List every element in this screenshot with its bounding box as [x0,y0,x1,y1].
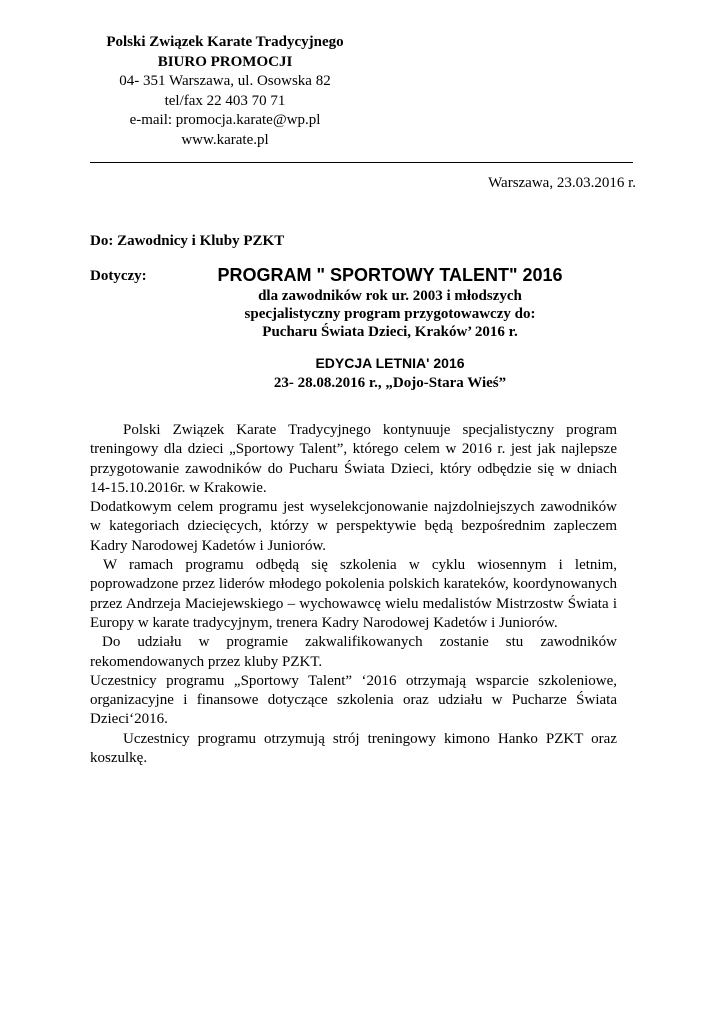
header-divider [90,162,633,163]
paragraph: Do udziału w programie zakwalifikowanych zostanie stu zawodników rekomendowanych przez kluby PZKT. [90,634,617,670]
paragraph: Dodatkowym celem programu jest wyselekcjonowanie najzdolniejszych zawodników w kategoriach dziecięcych, którzy w perspektywie będą bezpośrednim zapleczem Kadry Narodowej Kadetów i Juniorów. [90,499,617,554]
address: 04- 351 Warszawa, ul. Osowska 82 [119,73,331,89]
office-name: BIURO PROMOCJI [157,53,293,70]
paragraph: Uczestnicy programu „Sportowy Talent” ‘2016 otrzymają wsparcie szkoleniowe, organizacyjne i finansowe dotyczące szkolenia oraz udziału w Pucharze Świata Dzieci‘2016. [90,672,617,728]
subject-line-2: specjalistyczny program przygotowawczy do: [244,306,536,322]
paragraph: Uczestnicy programu otrzymują strój treningowy kimono Hanko PZKT oraz koszulkę. [90,730,617,767]
website: www.karate.pl [181,131,269,148]
email: e-mail: promocja.karate@wp.pl [129,112,321,128]
program-title: PROGRAM " SPORTOWY TALENT" 2016 [217,265,563,285]
subject-line-1: dla zawodników rok ur. 2003 i młodszych [258,288,522,304]
edition-dates: 23- 28.08.2016 r., „Dojo-Stara Wieś” [273,375,507,391]
subject-line-3: Pucharu Świata Dzieci, Kraków’ 2016 r. [262,324,518,340]
org-name: Polski Związek Karate Tradycyjnego [106,34,344,50]
date-line: Warszawa, 23.03.2016 r. [488,175,636,191]
paragraph: Polski Związek Karate Tradycyjnego kontynuuje specjalistyczny program treningowy dla dzieci „Sportowy Talent”, którego celem w 2016 r. jest jak najlepsze przygotowanie zawodników do Pucharu Świata Dzieci, który odbędzie się w dniach 14-15.10.2016r. w Krakowie. [90,422,617,496]
paragraph: W ramach programu odbędą się szkolenia w cyklu wiosennym i letnim, poprowadzone przez liderów młodego pokolenia polskich karateków, koordynowanych przez Andrzeja Maciejewskiego – wychowawcę wielu medalistów Mistrzostw Świata i Europy w karate tradycyjnym, trenera Kadry Narodowej Kadetów i Juniorów. [90,557,617,631]
edition-title: EDYCJA LETNIA' 2016 [315,355,465,371]
phone: tel/fax 22 403 70 71 [164,92,286,109]
recipient-line: Do: Zawodnicy i Kluby PZKT [90,233,285,249]
subject-label: Dotyczy: [90,268,147,284]
letterhead [70,33,380,150]
letter-body [90,421,617,768]
